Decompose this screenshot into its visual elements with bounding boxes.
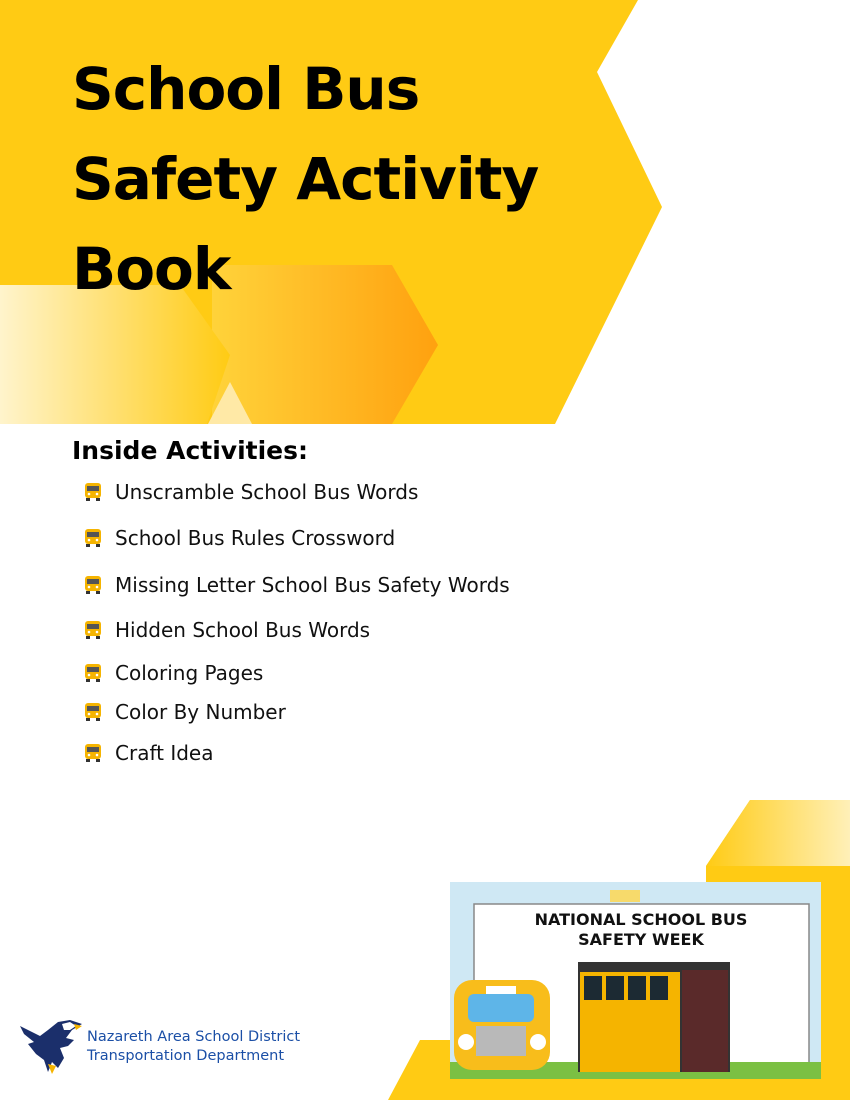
list-item <box>82 615 370 645</box>
section-heading: Inside Activities: <box>72 436 309 465</box>
school-bus-icon <box>82 527 104 549</box>
school-bus-icon <box>82 662 104 684</box>
list-item <box>82 658 263 688</box>
safety-week-title <box>516 910 766 950</box>
list-item <box>82 477 418 507</box>
list-item-label: Color By Number <box>115 700 286 724</box>
safety-week-line-1: NATIONAL SCHOOL BUS <box>534 910 748 929</box>
school-bus-icon <box>82 619 104 641</box>
title-line-3: Book <box>72 235 231 303</box>
list-item-label: Coloring Pages <box>115 661 264 685</box>
school-bus-icon <box>82 574 104 596</box>
safety-week-line-2: SAFETY WEEK <box>578 930 704 949</box>
school-bus-icon <box>82 701 104 723</box>
eagle-logo-icon <box>18 1018 84 1076</box>
list-item <box>82 738 214 768</box>
title-line-1: School Bus <box>72 55 420 123</box>
list-item-label: Craft Idea <box>115 741 214 765</box>
title-line-2: Safety Activity <box>72 145 539 213</box>
list-item <box>82 570 510 600</box>
list-item-label: Missing Letter School Bus Safety Words <box>115 573 510 597</box>
org-line-1: Nazareth Area School District <box>87 1029 301 1045</box>
bottom-right-light <box>706 800 850 866</box>
school-bus-icon <box>82 481 104 503</box>
list-item-label: Hidden School Bus Words <box>115 618 371 642</box>
school-bus-icon <box>82 742 104 764</box>
list-item <box>82 697 286 727</box>
list-item-label: Unscramble School Bus Words <box>115 480 419 504</box>
organization-name <box>87 1028 300 1066</box>
list-item-label: School Bus Rules Crossword <box>115 526 396 550</box>
org-line-2: Transportation Department <box>87 1048 285 1064</box>
page-title <box>72 44 632 314</box>
list-item <box>82 523 395 553</box>
